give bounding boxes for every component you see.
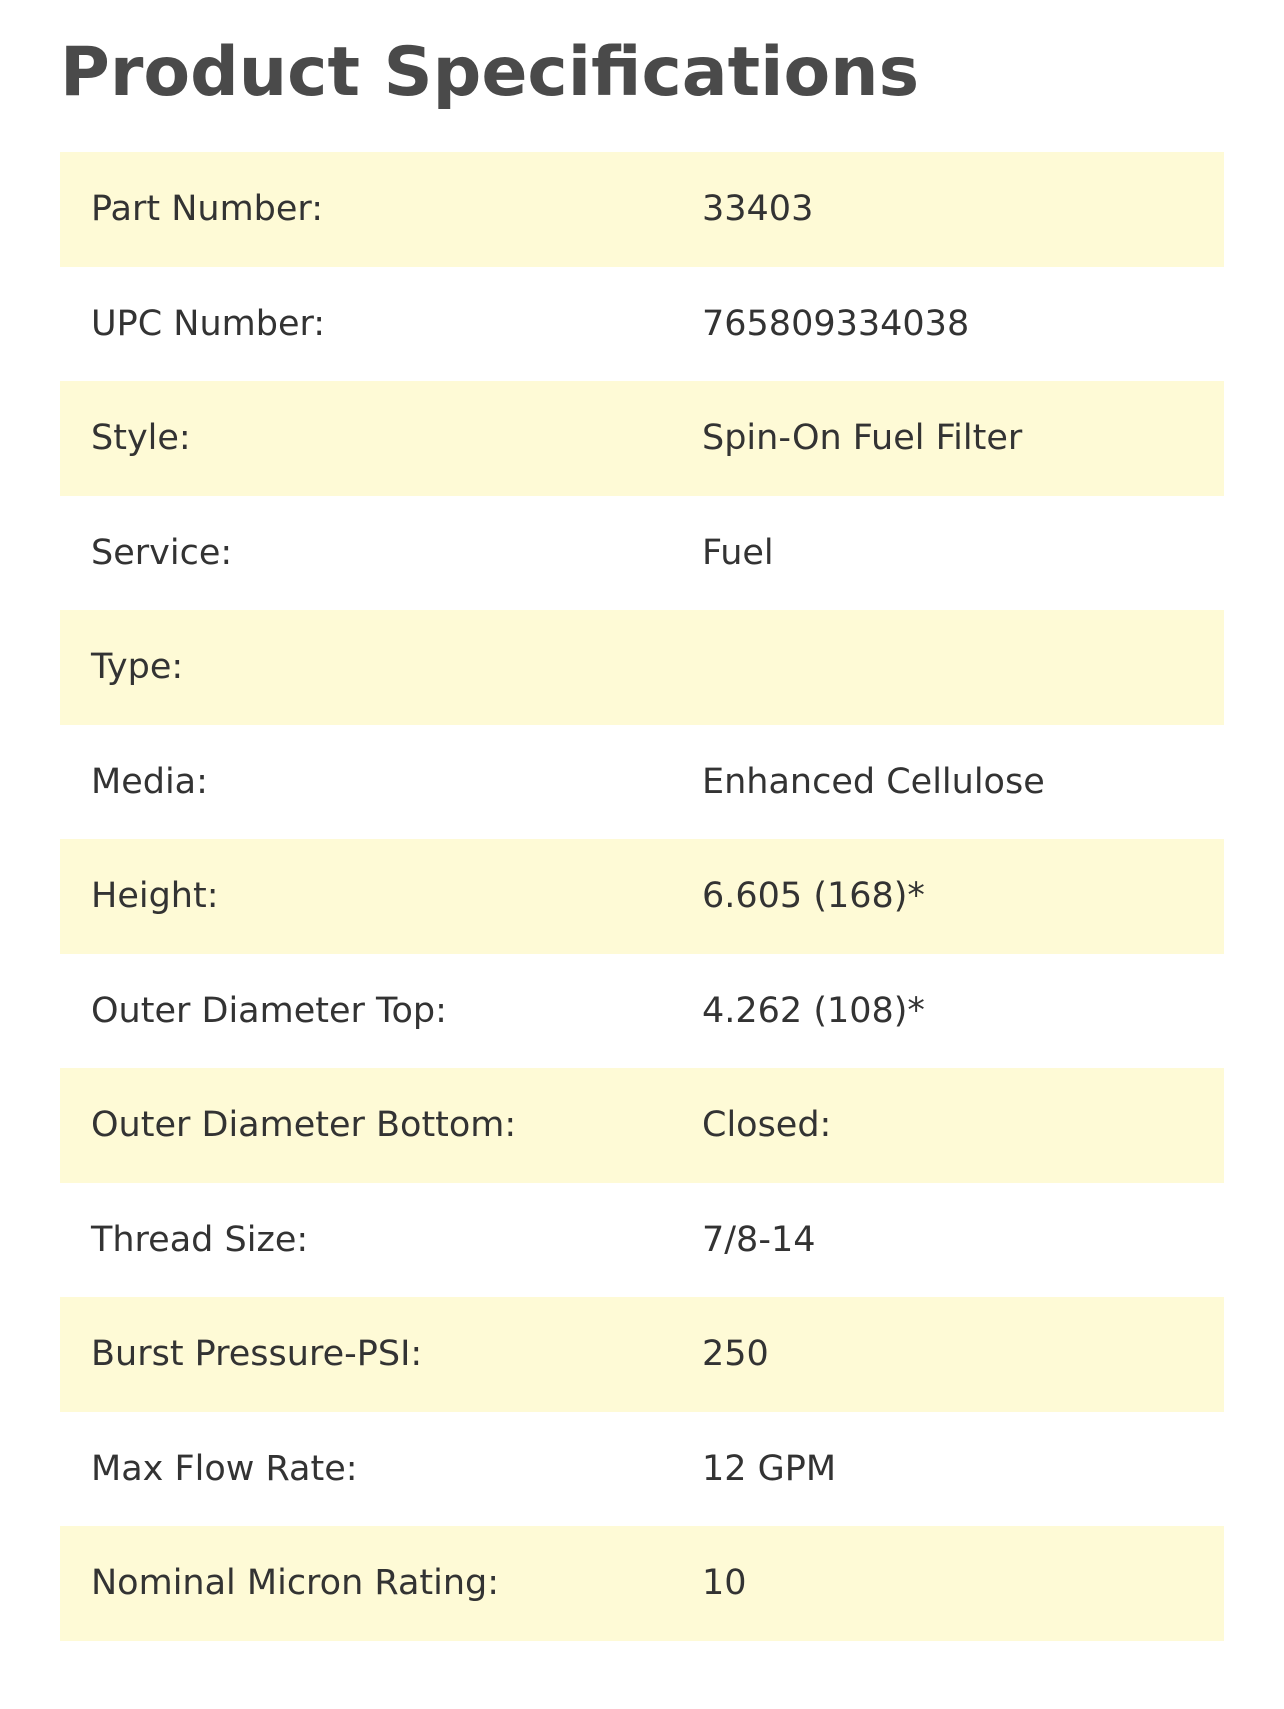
spec-label: UPC Number: xyxy=(91,303,326,344)
spec-label: Outer Diameter Bottom: xyxy=(91,1105,517,1146)
spec-value: 4.262 (108)* xyxy=(702,990,925,1031)
spec-value: 7/8-14 xyxy=(702,1219,816,1260)
spec-label: Thread Size: xyxy=(91,1219,309,1260)
spec-value xyxy=(702,610,1224,725)
spec-row-type xyxy=(60,610,1224,725)
spec-value: 6.605 (168)* xyxy=(702,876,925,917)
spec-value: Enhanced Cellulose xyxy=(702,761,1045,802)
spec-label: Style: xyxy=(91,418,191,459)
spec-row-nominal-micron-rating xyxy=(60,1526,1224,1641)
spec-row-burst-pressure xyxy=(60,1297,1224,1412)
spec-row-media xyxy=(60,725,1224,840)
spec-value: 250 xyxy=(702,1334,769,1375)
spec-label: Max Flow Rate: xyxy=(91,1448,358,1489)
spec-value: 10 xyxy=(702,1563,747,1604)
spec-row-service xyxy=(60,496,1224,611)
spec-label: Outer Diameter Top: xyxy=(91,990,447,1031)
spec-value: Fuel xyxy=(702,532,774,573)
spec-row-upc-number xyxy=(60,267,1224,382)
spec-value: Spin-On Fuel Filter xyxy=(702,418,1023,459)
page-title: Product Specifications xyxy=(60,33,920,112)
spec-label: Media: xyxy=(91,761,208,802)
spec-row-max-flow-rate xyxy=(60,1412,1224,1527)
spec-label: Part Number: xyxy=(91,189,323,230)
spec-value: 765809334038 xyxy=(702,303,970,344)
spec-label: Nominal Micron Rating: xyxy=(91,1563,500,1604)
spec-label: Type: xyxy=(91,647,184,688)
spec-label: Burst Pressure-PSI: xyxy=(91,1334,423,1375)
spec-row-outer-diameter-bottom xyxy=(60,1068,1224,1183)
spec-label: Height: xyxy=(91,876,219,917)
spec-row-style xyxy=(60,381,1224,496)
spec-value: Closed: xyxy=(702,1105,832,1146)
spec-row-part-number xyxy=(60,152,1224,267)
spec-label: Service: xyxy=(91,532,233,573)
specifications-table-body xyxy=(60,152,1224,1641)
specifications-table xyxy=(60,152,1224,1641)
spec-row-outer-diameter-top xyxy=(60,954,1224,1069)
spec-value: 12 GPM xyxy=(702,1448,837,1489)
spec-row-height xyxy=(60,839,1224,954)
spec-row-thread-size xyxy=(60,1183,1224,1298)
spec-value: 33403 xyxy=(702,189,814,230)
